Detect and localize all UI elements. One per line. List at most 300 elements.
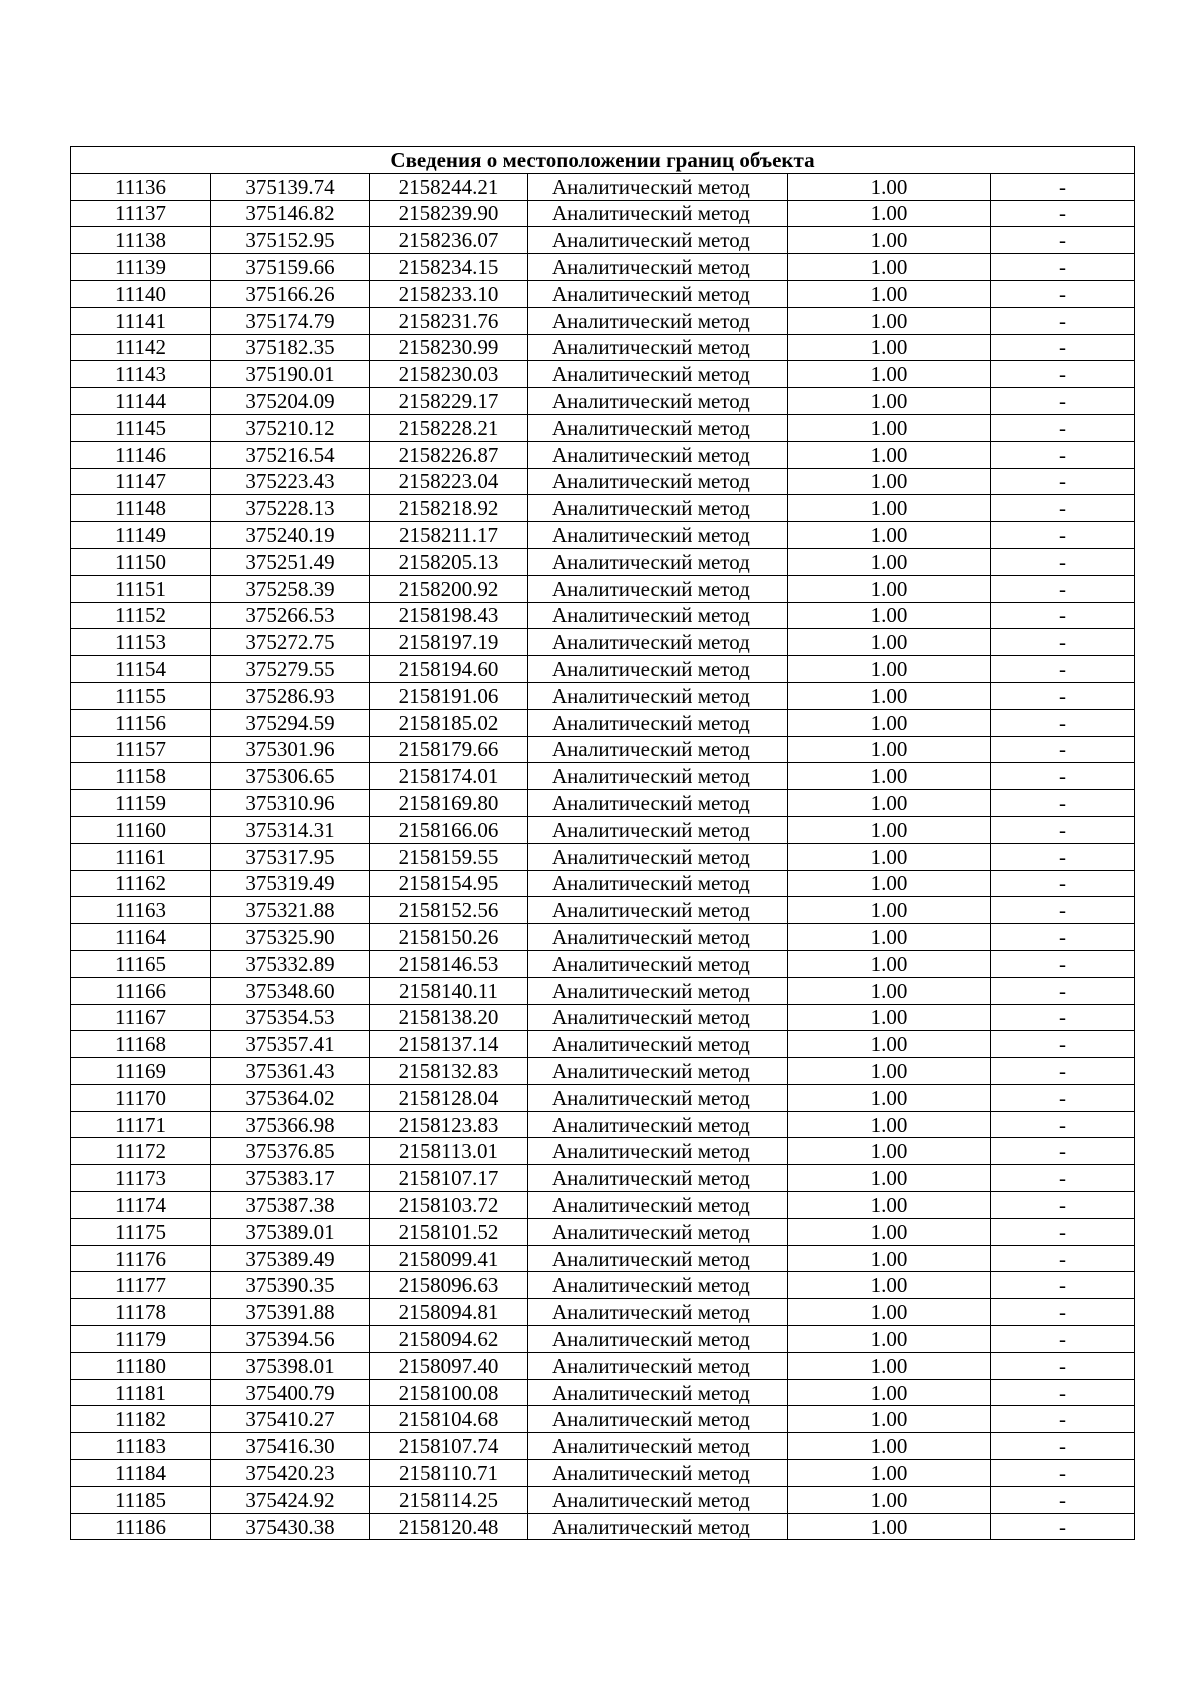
point-number-cell: 11180 — [71, 1352, 211, 1379]
description-cell: - — [991, 843, 1135, 870]
point-number-cell: 11156 — [71, 709, 211, 736]
description-cell: - — [991, 736, 1135, 763]
description-cell: - — [991, 388, 1135, 415]
method-cell: Аналитический метод — [528, 790, 788, 817]
coord-y-cell: 2158113.01 — [370, 1138, 528, 1165]
accuracy-cell: 1.00 — [788, 1218, 991, 1245]
accuracy-cell: 1.00 — [788, 1084, 991, 1111]
table-row — [71, 468, 1135, 495]
accuracy-cell: 1.00 — [788, 1406, 991, 1433]
coord-y-cell: 2158137.14 — [370, 1031, 528, 1058]
table-row — [71, 977, 1135, 1004]
point-number-cell: 11138 — [71, 227, 211, 254]
coord-x-cell: 375317.95 — [211, 843, 370, 870]
accuracy-cell: 1.00 — [788, 468, 991, 495]
coord-x-cell: 375258.39 — [211, 575, 370, 602]
accuracy-cell: 1.00 — [788, 414, 991, 441]
point-number-cell: 11164 — [71, 924, 211, 951]
accuracy-cell: 1.00 — [788, 1379, 991, 1406]
coord-x-cell: 375361.43 — [211, 1058, 370, 1085]
point-number-cell: 11166 — [71, 977, 211, 1004]
accuracy-cell: 1.00 — [788, 495, 991, 522]
description-cell: - — [991, 602, 1135, 629]
description-cell: - — [991, 1433, 1135, 1460]
description-cell: - — [991, 1004, 1135, 1031]
table-row — [71, 1218, 1135, 1245]
coord-x-cell: 375364.02 — [211, 1084, 370, 1111]
coord-x-cell: 375240.19 — [211, 522, 370, 549]
accuracy-cell: 1.00 — [788, 682, 991, 709]
coord-y-cell: 2158103.72 — [370, 1192, 528, 1219]
method-cell: Аналитический метод — [528, 682, 788, 709]
point-number-cell: 11145 — [71, 414, 211, 441]
accuracy-cell: 1.00 — [788, 843, 991, 870]
coord-y-cell: 2158146.53 — [370, 950, 528, 977]
table-row — [71, 790, 1135, 817]
coord-y-cell: 2158230.99 — [370, 334, 528, 361]
method-cell: Аналитический метод — [528, 388, 788, 415]
coord-x-cell: 375279.55 — [211, 656, 370, 683]
accuracy-cell: 1.00 — [788, 602, 991, 629]
point-number-cell: 11143 — [71, 361, 211, 388]
accuracy-cell: 1.00 — [788, 388, 991, 415]
table-row — [71, 1406, 1135, 1433]
accuracy-cell: 1.00 — [788, 1165, 991, 1192]
description-cell: - — [991, 280, 1135, 307]
point-number-cell: 11160 — [71, 816, 211, 843]
table-row — [71, 1084, 1135, 1111]
method-cell: Аналитический метод — [528, 897, 788, 924]
description-cell: - — [991, 1192, 1135, 1219]
method-cell: Аналитический метод — [528, 656, 788, 683]
coord-y-cell: 2158230.03 — [370, 361, 528, 388]
point-number-cell: 11142 — [71, 334, 211, 361]
method-cell: Аналитический метод — [528, 361, 788, 388]
point-number-cell: 11174 — [71, 1192, 211, 1219]
method-cell: Аналитический метод — [528, 254, 788, 281]
description-cell: - — [991, 1084, 1135, 1111]
table-row — [71, 1299, 1135, 1326]
point-number-cell: 11167 — [71, 1004, 211, 1031]
method-cell: Аналитический метод — [528, 1272, 788, 1299]
point-number-cell: 11181 — [71, 1379, 211, 1406]
method-cell: Аналитический метод — [528, 522, 788, 549]
table-row — [71, 897, 1135, 924]
table-row — [71, 870, 1135, 897]
point-number-cell: 11155 — [71, 682, 211, 709]
accuracy-cell: 1.00 — [788, 522, 991, 549]
table-row — [71, 522, 1135, 549]
description-cell: - — [991, 1299, 1135, 1326]
coord-x-cell: 375266.53 — [211, 602, 370, 629]
accuracy-cell: 1.00 — [788, 1004, 991, 1031]
point-number-cell: 11151 — [71, 575, 211, 602]
coord-y-cell: 2158110.71 — [370, 1460, 528, 1487]
method-cell: Аналитический метод — [528, 816, 788, 843]
accuracy-cell: 1.00 — [788, 1245, 991, 1272]
coord-y-cell: 2158154.95 — [370, 870, 528, 897]
description-cell: - — [991, 361, 1135, 388]
coord-y-cell: 2158096.63 — [370, 1272, 528, 1299]
point-number-cell: 11165 — [71, 950, 211, 977]
coord-y-cell: 2158198.43 — [370, 602, 528, 629]
point-number-cell: 11178 — [71, 1299, 211, 1326]
description-cell: - — [991, 1486, 1135, 1513]
coord-x-cell: 375325.90 — [211, 924, 370, 951]
description-cell: - — [991, 763, 1135, 790]
coord-x-cell: 375210.12 — [211, 414, 370, 441]
accuracy-cell: 1.00 — [788, 950, 991, 977]
table-body — [71, 173, 1135, 1540]
point-number-cell: 11163 — [71, 897, 211, 924]
coord-y-cell: 2158150.26 — [370, 924, 528, 951]
coord-y-cell: 2158169.80 — [370, 790, 528, 817]
table-row — [71, 1004, 1135, 1031]
description-cell: - — [991, 790, 1135, 817]
table-row — [71, 709, 1135, 736]
description-cell: - — [991, 254, 1135, 281]
coord-y-cell: 2158094.62 — [370, 1326, 528, 1353]
coord-x-cell: 375166.26 — [211, 280, 370, 307]
accuracy-cell: 1.00 — [788, 1486, 991, 1513]
point-number-cell: 11154 — [71, 656, 211, 683]
table-title: Сведения о местоположении границ объекта — [71, 147, 1135, 174]
coord-y-cell: 2158233.10 — [370, 280, 528, 307]
coord-x-cell: 375301.96 — [211, 736, 370, 763]
description-cell: - — [991, 307, 1135, 334]
table-row — [71, 227, 1135, 254]
coord-y-cell: 2158211.17 — [370, 522, 528, 549]
coord-y-cell: 2158100.08 — [370, 1379, 528, 1406]
point-number-cell: 11184 — [71, 1460, 211, 1487]
description-cell: - — [991, 468, 1135, 495]
table-row — [71, 816, 1135, 843]
accuracy-cell: 1.00 — [788, 1513, 991, 1540]
coord-y-cell: 2158229.17 — [370, 388, 528, 415]
description-cell: - — [991, 1272, 1135, 1299]
accuracy-cell: 1.00 — [788, 1460, 991, 1487]
table-row — [71, 334, 1135, 361]
table-row — [71, 173, 1135, 200]
table-row — [71, 629, 1135, 656]
accuracy-cell: 1.00 — [788, 200, 991, 227]
description-cell: - — [991, 495, 1135, 522]
coord-x-cell: 375152.95 — [211, 227, 370, 254]
coord-y-cell: 2158191.06 — [370, 682, 528, 709]
description-cell: - — [991, 1031, 1135, 1058]
table-row — [71, 1326, 1135, 1353]
accuracy-cell: 1.00 — [788, 361, 991, 388]
table-row — [71, 1058, 1135, 1085]
coord-y-cell: 2158244.21 — [370, 173, 528, 200]
method-cell: Аналитический метод — [528, 1352, 788, 1379]
description-cell: - — [991, 950, 1135, 977]
coord-y-cell: 2158179.66 — [370, 736, 528, 763]
method-cell: Аналитический метод — [528, 924, 788, 951]
description-cell: - — [991, 897, 1135, 924]
accuracy-cell: 1.00 — [788, 1272, 991, 1299]
table-row — [71, 280, 1135, 307]
point-number-cell: 11141 — [71, 307, 211, 334]
method-cell: Аналитический метод — [528, 977, 788, 1004]
method-cell: Аналитический метод — [528, 763, 788, 790]
coord-x-cell: 375420.23 — [211, 1460, 370, 1487]
table-row — [71, 950, 1135, 977]
coord-x-cell: 375389.49 — [211, 1245, 370, 1272]
table-row — [71, 495, 1135, 522]
method-cell: Аналитический метод — [528, 227, 788, 254]
coord-y-cell: 2158123.83 — [370, 1111, 528, 1138]
coord-x-cell: 375314.31 — [211, 816, 370, 843]
table-row — [71, 441, 1135, 468]
description-cell: - — [991, 575, 1135, 602]
table-row — [71, 1352, 1135, 1379]
description-cell: - — [991, 1111, 1135, 1138]
coord-x-cell: 375190.01 — [211, 361, 370, 388]
coord-x-cell: 375430.38 — [211, 1513, 370, 1540]
method-cell: Аналитический метод — [528, 1486, 788, 1513]
coord-y-cell: 2158194.60 — [370, 656, 528, 683]
point-number-cell: 11176 — [71, 1245, 211, 1272]
description-cell: - — [991, 1513, 1135, 1540]
coord-y-cell: 2158205.13 — [370, 548, 528, 575]
table-row — [71, 924, 1135, 951]
coord-y-cell: 2158239.90 — [370, 200, 528, 227]
coord-y-cell: 2158228.21 — [370, 414, 528, 441]
coord-x-cell: 375272.75 — [211, 629, 370, 656]
point-number-cell: 11182 — [71, 1406, 211, 1433]
accuracy-cell: 1.00 — [788, 1433, 991, 1460]
method-cell: Аналитический метод — [528, 200, 788, 227]
point-number-cell: 11183 — [71, 1433, 211, 1460]
accuracy-cell: 1.00 — [788, 1031, 991, 1058]
method-cell: Аналитический метод — [528, 602, 788, 629]
coord-x-cell: 375383.17 — [211, 1165, 370, 1192]
coord-x-cell: 375182.35 — [211, 334, 370, 361]
table-row — [71, 1245, 1135, 1272]
description-cell: - — [991, 977, 1135, 1004]
point-number-cell: 11161 — [71, 843, 211, 870]
accuracy-cell: 1.00 — [788, 709, 991, 736]
method-cell: Аналитический метод — [528, 1138, 788, 1165]
coord-x-cell: 375387.38 — [211, 1192, 370, 1219]
coord-y-cell: 2158132.83 — [370, 1058, 528, 1085]
method-cell: Аналитический метод — [528, 495, 788, 522]
method-cell: Аналитический метод — [528, 173, 788, 200]
coord-x-cell: 375416.30 — [211, 1433, 370, 1460]
table-row — [71, 1513, 1135, 1540]
coord-x-cell: 375389.01 — [211, 1218, 370, 1245]
method-cell: Аналитический метод — [528, 843, 788, 870]
accuracy-cell: 1.00 — [788, 1058, 991, 1085]
accuracy-cell: 1.00 — [788, 656, 991, 683]
description-cell: - — [991, 1352, 1135, 1379]
coord-y-cell: 2158114.25 — [370, 1486, 528, 1513]
table-row — [71, 763, 1135, 790]
method-cell: Аналитический метод — [528, 441, 788, 468]
method-cell: Аналитический метод — [528, 1460, 788, 1487]
method-cell: Аналитический метод — [528, 1406, 788, 1433]
coord-x-cell: 375174.79 — [211, 307, 370, 334]
coord-x-cell: 375390.35 — [211, 1272, 370, 1299]
point-number-cell: 11159 — [71, 790, 211, 817]
description-cell: - — [991, 414, 1135, 441]
coord-y-cell: 2158185.02 — [370, 709, 528, 736]
coord-y-cell: 2158234.15 — [370, 254, 528, 281]
description-cell: - — [991, 816, 1135, 843]
description-cell: - — [991, 656, 1135, 683]
accuracy-cell: 1.00 — [788, 977, 991, 1004]
coord-y-cell: 2158226.87 — [370, 441, 528, 468]
point-number-cell: 11168 — [71, 1031, 211, 1058]
method-cell: Аналитический метод — [528, 548, 788, 575]
coord-y-cell: 2158120.48 — [370, 1513, 528, 1540]
accuracy-cell: 1.00 — [788, 629, 991, 656]
accuracy-cell: 1.00 — [788, 334, 991, 361]
table-row — [71, 575, 1135, 602]
point-number-cell: 11186 — [71, 1513, 211, 1540]
coord-x-cell: 375400.79 — [211, 1379, 370, 1406]
table-row — [71, 388, 1135, 415]
table-row — [71, 656, 1135, 683]
coord-y-cell: 2158231.76 — [370, 307, 528, 334]
description-cell: - — [991, 709, 1135, 736]
method-cell: Аналитический метод — [528, 629, 788, 656]
accuracy-cell: 1.00 — [788, 173, 991, 200]
coord-y-cell: 2158159.55 — [370, 843, 528, 870]
description-cell: - — [991, 441, 1135, 468]
table-row — [71, 1379, 1135, 1406]
table-row — [71, 1138, 1135, 1165]
description-cell: - — [991, 548, 1135, 575]
description-cell: - — [991, 334, 1135, 361]
coord-y-cell: 2158107.17 — [370, 1165, 528, 1192]
method-cell: Аналитический метод — [528, 575, 788, 602]
description-cell: - — [991, 173, 1135, 200]
coord-x-cell: 375228.13 — [211, 495, 370, 522]
point-number-cell: 11149 — [71, 522, 211, 549]
method-cell: Аналитический метод — [528, 1111, 788, 1138]
point-number-cell: 11172 — [71, 1138, 211, 1165]
table-row — [71, 1486, 1135, 1513]
accuracy-cell: 1.00 — [788, 1111, 991, 1138]
coord-x-cell: 375310.96 — [211, 790, 370, 817]
point-number-cell: 11139 — [71, 254, 211, 281]
point-number-cell: 11140 — [71, 280, 211, 307]
coord-x-cell: 375410.27 — [211, 1406, 370, 1433]
coord-x-cell: 375146.82 — [211, 200, 370, 227]
point-number-cell: 11144 — [71, 388, 211, 415]
coord-x-cell: 375398.01 — [211, 1352, 370, 1379]
point-number-cell: 11150 — [71, 548, 211, 575]
method-cell: Аналитический метод — [528, 950, 788, 977]
point-number-cell: 11162 — [71, 870, 211, 897]
coord-y-cell: 2158152.56 — [370, 897, 528, 924]
coord-y-cell: 2158107.74 — [370, 1433, 528, 1460]
method-cell: Аналитический метод — [528, 870, 788, 897]
table-row — [71, 1433, 1135, 1460]
accuracy-cell: 1.00 — [788, 280, 991, 307]
accuracy-cell: 1.00 — [788, 307, 991, 334]
table-row — [71, 602, 1135, 629]
coord-x-cell: 375354.53 — [211, 1004, 370, 1031]
coord-x-cell: 375139.74 — [211, 173, 370, 200]
table-row — [71, 361, 1135, 388]
coord-x-cell: 375366.98 — [211, 1111, 370, 1138]
method-cell: Аналитический метод — [528, 1218, 788, 1245]
method-cell: Аналитический метод — [528, 334, 788, 361]
coord-y-cell: 2158099.41 — [370, 1245, 528, 1272]
coord-x-cell: 375306.65 — [211, 763, 370, 790]
coord-x-cell: 375357.41 — [211, 1031, 370, 1058]
point-number-cell: 11170 — [71, 1084, 211, 1111]
description-cell: - — [991, 522, 1135, 549]
description-cell: - — [991, 1138, 1135, 1165]
description-cell: - — [991, 1379, 1135, 1406]
table-row — [71, 548, 1135, 575]
coord-x-cell: 375204.09 — [211, 388, 370, 415]
accuracy-cell: 1.00 — [788, 254, 991, 281]
method-cell: Аналитический метод — [528, 1084, 788, 1111]
coord-x-cell: 375294.59 — [211, 709, 370, 736]
coord-x-cell: 375332.89 — [211, 950, 370, 977]
accuracy-cell: 1.00 — [788, 816, 991, 843]
method-cell: Аналитический метод — [528, 1058, 788, 1085]
accuracy-cell: 1.00 — [788, 790, 991, 817]
accuracy-cell: 1.00 — [788, 870, 991, 897]
coord-x-cell: 375159.66 — [211, 254, 370, 281]
table-row — [71, 1165, 1135, 1192]
accuracy-cell: 1.00 — [788, 1299, 991, 1326]
point-number-cell: 11148 — [71, 495, 211, 522]
table-row — [71, 200, 1135, 227]
accuracy-cell: 1.00 — [788, 736, 991, 763]
accuracy-cell: 1.00 — [788, 1192, 991, 1219]
method-cell: Аналитический метод — [528, 1513, 788, 1540]
description-cell: - — [991, 227, 1135, 254]
coord-y-cell: 2158128.04 — [370, 1084, 528, 1111]
method-cell: Аналитический метод — [528, 1379, 788, 1406]
accuracy-cell: 1.00 — [788, 441, 991, 468]
method-cell: Аналитический метод — [528, 709, 788, 736]
coord-y-cell: 2158236.07 — [370, 227, 528, 254]
method-cell: Аналитический метод — [528, 414, 788, 441]
coord-x-cell: 375223.43 — [211, 468, 370, 495]
coord-y-cell: 2158218.92 — [370, 495, 528, 522]
description-cell: - — [991, 1460, 1135, 1487]
coord-y-cell: 2158200.92 — [370, 575, 528, 602]
table-row — [71, 1272, 1135, 1299]
coord-y-cell: 2158138.20 — [370, 1004, 528, 1031]
point-number-cell: 11173 — [71, 1165, 211, 1192]
coord-x-cell: 375216.54 — [211, 441, 370, 468]
accuracy-cell: 1.00 — [788, 1326, 991, 1353]
description-cell: - — [991, 1245, 1135, 1272]
coord-y-cell: 2158197.19 — [370, 629, 528, 656]
table-row — [71, 414, 1135, 441]
coord-x-cell: 375319.49 — [211, 870, 370, 897]
point-number-cell: 11175 — [71, 1218, 211, 1245]
table-row — [71, 682, 1135, 709]
coord-y-cell: 2158104.68 — [370, 1406, 528, 1433]
description-cell: - — [991, 629, 1135, 656]
accuracy-cell: 1.00 — [788, 548, 991, 575]
method-cell: Аналитический метод — [528, 468, 788, 495]
description-cell: - — [991, 1218, 1135, 1245]
point-number-cell: 11185 — [71, 1486, 211, 1513]
coord-y-cell: 2158166.06 — [370, 816, 528, 843]
accuracy-cell: 1.00 — [788, 897, 991, 924]
